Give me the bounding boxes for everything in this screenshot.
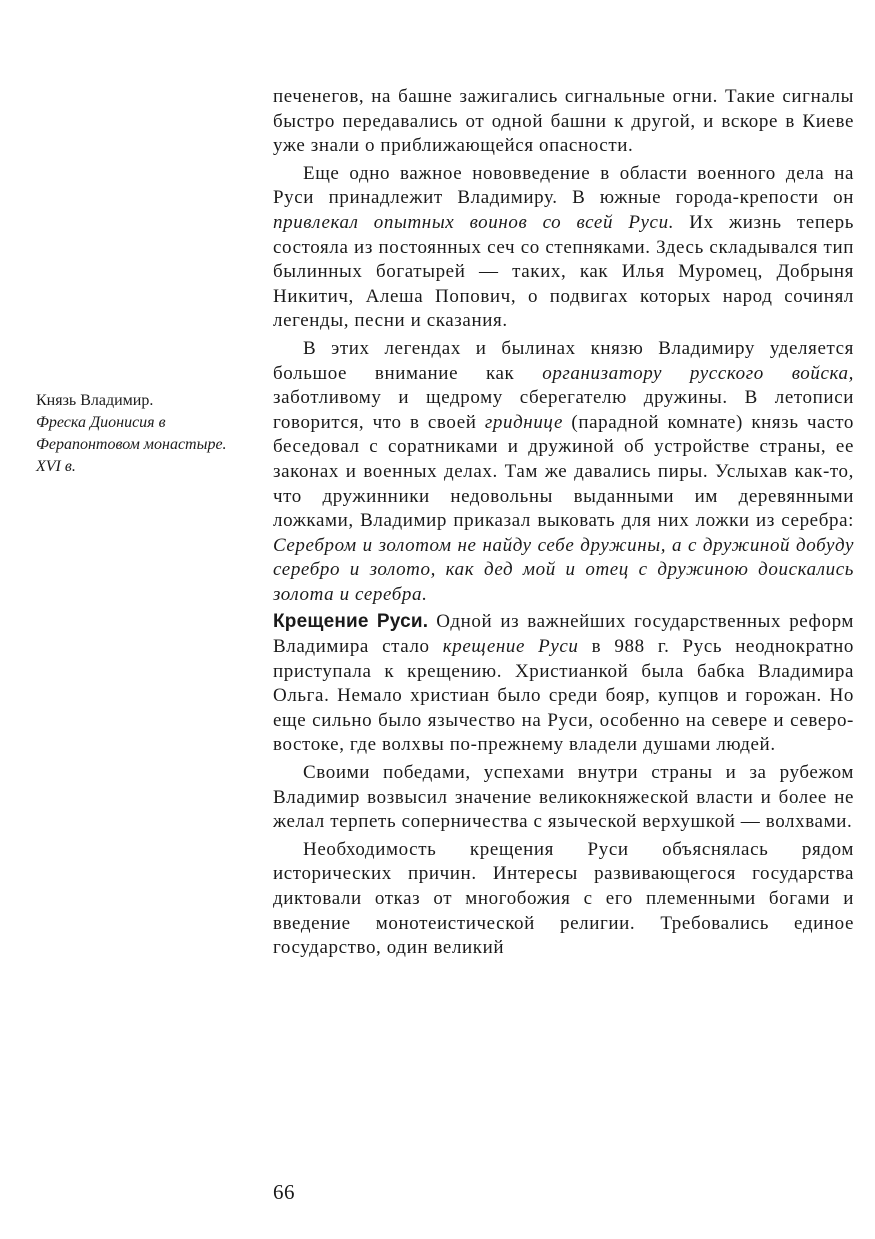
italic-term: гриднице [484, 411, 564, 433]
illustration-caption [36, 390, 236, 478]
paragraph-text: В этих легендах и былинах князю Владимиру уделяется большое внимание как [273, 337, 854, 384]
paragraph-text: печенегов, на башне зажигались сигнальные огни. Такие сигналы быстро передавались от одной башни к другой, и вскоре в Киеве уже знали о приближающейся опасности. [273, 86, 854, 157]
paragraph-text: в 988 г. Русь неоднократно приступала к крещению. Христианкой была бабка Владимира Ольга. Немало христиан было среди бояр, купцов и горожан. Но еще сильно было язычество на Руси, особенно на севере и северо-востоке, где волхвы по-прежнему владели душами людей. [273, 636, 854, 756]
paragraph-military-innovation [273, 162, 854, 334]
paragraph-victories [273, 761, 854, 835]
paragraph-baptism [273, 610, 854, 758]
paragraph-text: Еще одно важное нововведение в области военного дела на Руси принадлежит Владимиру. В южные города-крепости он [273, 162, 854, 209]
main-text [273, 85, 854, 964]
section-heading: Крещение Руси. [273, 611, 429, 633]
paragraph-continuation [273, 85, 854, 159]
paragraph-text: Их жизнь теперь состояла из постоянных сеч со степняками. Здесь складывался тип былинных богатырей — таких, как Илья Муромец, Добрыня Никитич, Алеша Попович, о подвигах которых народ сочинял легенды, песни и сказания. [273, 211, 854, 332]
italic-emphasis: организатору русского войска, [542, 362, 854, 384]
paragraph-legends [273, 337, 854, 608]
caption-title: Князь Владимир. [36, 392, 154, 409]
caption-description: Фреска Дионисия в Ферапонтовом монастыре. XVI в. [36, 414, 227, 475]
italic-emphasis: привлекал опытных воинов со всей Руси. [273, 211, 675, 233]
paragraph-text: Своими победами, успехами внутри страны и за рубежом Владимир возвысил значение великокняжеской власти и более не желал терпеть соперничества с языческой верхушкой — волхвами. [273, 762, 854, 833]
italic-quote: Серебром и золотом не найду себе дружины, а с дружиной добуду серебро и золото, как дед мой и отец с дружиною доискались золота и серебра. [273, 534, 854, 605]
paragraph-necessity [273, 838, 854, 961]
paragraph-text: Одной из важнейших государственных реформ Владимира стало [273, 611, 855, 658]
paragraph-text: (парадной комнате) князь часто беседовал с соратниками и дружиной об устройстве страны, ее законах и военных делах. Там же давались пиры. Услыхав как-то, что дружинники недовольны выданными им деревянными ложками, Владимир приказал выковать для них ложки из серебра: [273, 411, 854, 532]
paragraph-text: заботливому и щедрому сберегателю дружины. В летописи говорится, что в своей [273, 387, 854, 433]
page-number: 66 [273, 1180, 295, 1204]
paragraph-text: Необходимость крещения Руси объяснялась рядом исторических причин. Интересы развивающегося государства диктовали отказ от многобожия с его племенными богами и введение монотеистической религии. Требовались единое государство, один великий [273, 838, 854, 959]
italic-emphasis: крещение Руси [442, 636, 579, 658]
